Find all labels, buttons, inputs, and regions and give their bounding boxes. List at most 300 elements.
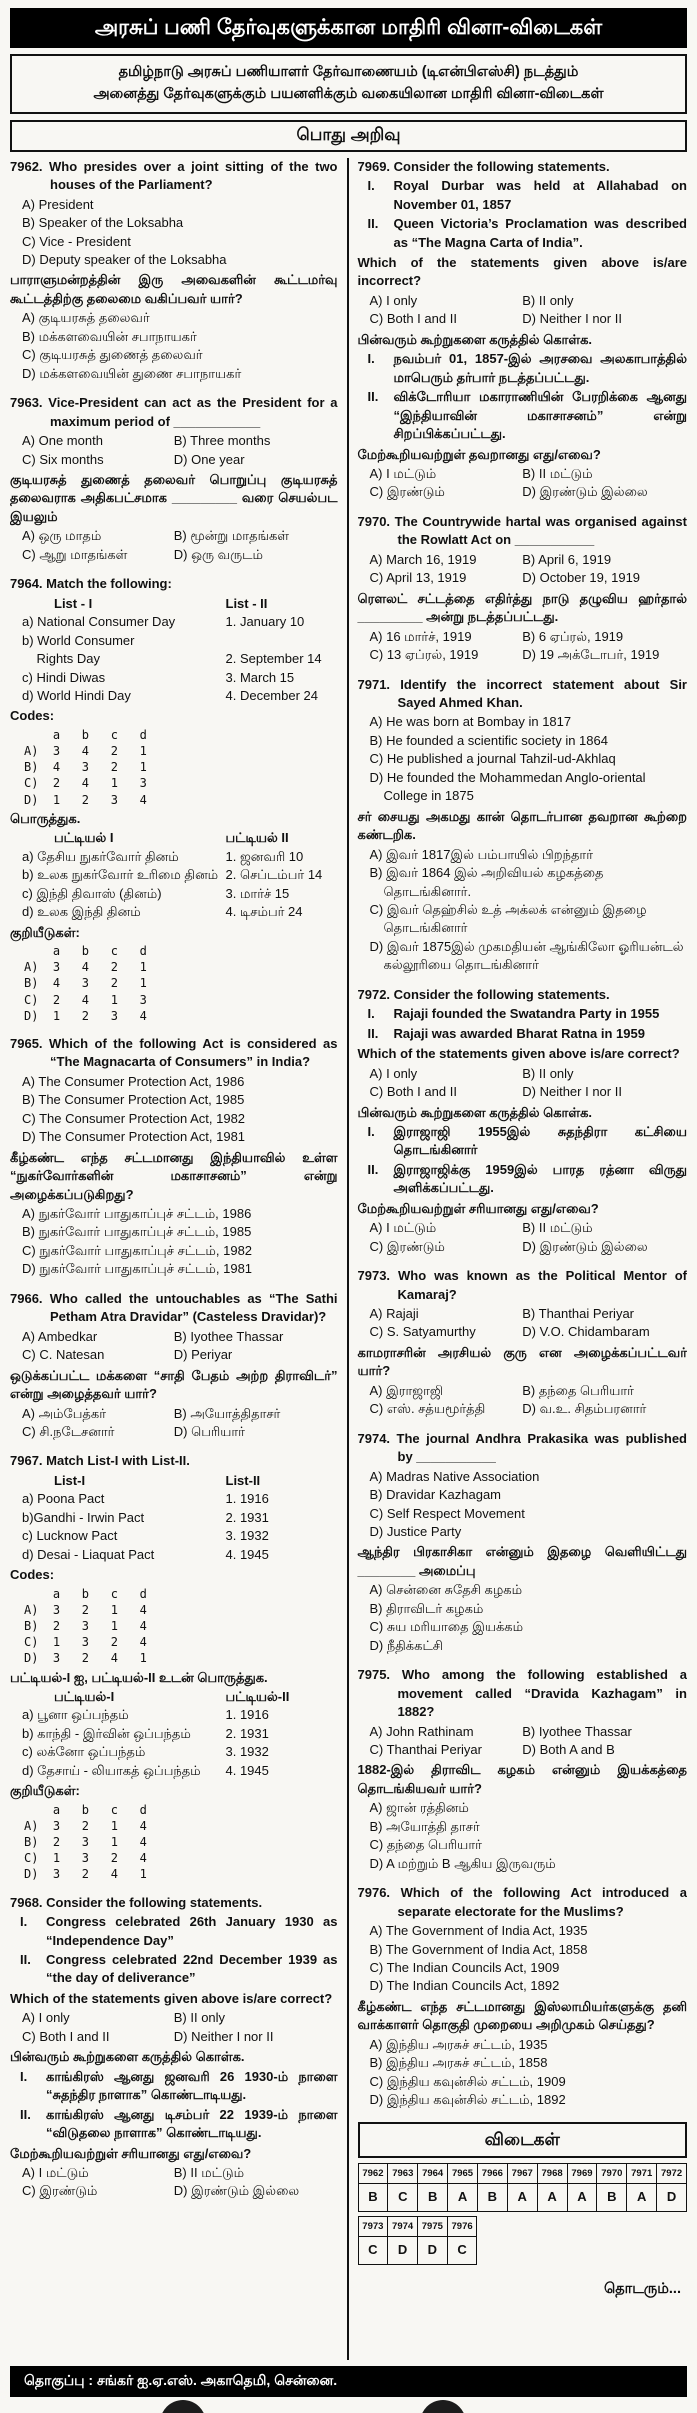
match-row [10,687,338,705]
question-subtext: பாராளுமன்றத்தின் இரு அவைகளின் கூட்டமர்வு கூட்டத்திற்கு தலைமை வகிப்பவர் யார்? [10,272,338,306]
statement [10,1913,338,1950]
left-column [10,158,349,2360]
statement [358,350,688,387]
option: A) ஒரு மாதம் [22,528,102,544]
question-subtext: குறியீடுகள்: [10,1783,80,1799]
option: B) மூன்று மாதங்கள் [173,528,289,544]
answer-qnum: 7964 [418,2163,448,2183]
options-list [10,1073,338,1147]
answer-value: B [477,2184,507,2211]
option: A) March 16, 1919 [369,551,477,567]
statement-numeral: II. [367,1025,379,1041]
answer-value: A [537,2184,567,2211]
option: A) இந்திய அரசுச் சட்டம், 1935 [369,2036,548,2052]
option: C) இரண்டும் [369,1238,445,1254]
match-left: b) காந்தி - இர்வின் ஒப்பந்தம் [22,1725,191,1741]
codes-table [10,943,338,1024]
option: C) Both I and II [22,2028,110,2044]
option: A) The Government of India Act, 1935 [369,1923,588,1939]
match-right: 3. 1932 [225,1744,269,1760]
question-subtext: பின்வரும் கூற்றுகளை கருத்தில் கொள்க. [357,331,593,347]
options-grid [358,292,688,329]
options-row [10,2164,338,2182]
subtitle-line1: தமிழ்நாடு அரசுப் பணியாளர் தேர்வாணையம் (டிஎன்பிஎஸ்சி) நடத்தும் [118,64,579,81]
option: B) 6 ஏப்ரல், 1919 [522,628,624,644]
match-list-header [10,1472,338,1490]
statement-text: காங்கிரஸ் ஆனது டிசம்பர் 22 1939-ம் நாளை “விடுதலை நாளாக” கொண்டாடியது. [46,2106,338,2141]
statement [358,1025,688,1043]
match-left: b)Gandhi - Irwin Pact [22,1509,145,1525]
question-subtext: ரெளலட் சட்டத்தை எதிர்த்து நாடு தழுவிய ஹர்தால் _________ அன்று நடத்தப்பட்டது. [357,590,687,625]
match-row [10,632,338,650]
option: C) S. Satyamurthy [369,1324,476,1340]
questions-right-column [358,158,688,2110]
statement-numeral: I. [20,2068,28,2084]
options-row [358,551,688,569]
answer-qnum: 7962 [358,2163,388,2183]
option: A) John Rathinam [369,1723,474,1739]
answer-qnum: 7976 [447,2216,477,2236]
question-subtext: பட்டியல்-I ஐ, பட்டியல்-II உடன் பொருத்துக. [10,1669,268,1685]
options-row [10,451,338,469]
answer-value: B [418,2184,448,2211]
question-7973 [358,1267,688,1419]
statement-numeral: II. [367,1161,379,1177]
options-row [358,1741,688,1759]
continued-note: தொடரும்... [603,2280,681,2297]
option: D) Deputy speaker of the Loksabha [22,252,227,268]
options-list [358,1922,688,1996]
statement-numeral: I. [367,1006,375,1022]
match-row [10,1762,338,1780]
page-title: அரசுப் பணி தேர்வுகளுக்கான மாதிரி வினா-விடைகள் [10,8,687,48]
option: A) I மட்டும் [22,2165,89,2181]
option: C) ஆறு மாதங்கள் [22,546,128,562]
options-row [358,1723,688,1741]
question-subtext: காமராசரின் அரசியல் குரு என அழைக்கப்பட்டவர் யார்? [357,1344,687,1379]
option: D) பெரியார் [173,1424,245,1439]
option: B) II மட்டும் [522,466,593,481]
option: C) 13 ஏப்ரல், 1919 [369,647,479,663]
options-grid [358,1382,688,1419]
answer-key [358,2122,688,2265]
option: A) இராஜாஜி [369,1382,444,1398]
match-right: பட்டியல்-II [225,1689,290,1705]
option: B) நுகர்வோர் பாதுகாப்புச் சட்டம், 1985 [22,1224,252,1240]
question-7972 [358,986,688,1256]
options-row [10,527,338,545]
content-columns [10,158,687,2360]
statement-numeral: I. [20,1914,28,1930]
statement [358,215,688,252]
option: C) Both I and II [369,1084,457,1100]
question-7970 [358,513,688,665]
option: B) The Consumer Protection Act, 1985 [22,1092,245,1108]
option: A) இவர் 1817இல் பம்பாயில் பிறந்தார் [369,846,594,862]
statement-text: Rajaji founded the Swatandra Party in 1955 [393,1006,660,1022]
options-row [10,1423,338,1441]
options-row [358,646,688,664]
statement [10,1951,338,1988]
option: A) Madras Native Association [369,1468,540,1484]
match-row [10,1527,338,1545]
match-left: a) தேசிய நுகர்வோர் தினம் [22,848,179,864]
statement [358,1123,688,1160]
options-list [10,196,338,270]
option: B) அயோத்திதாசர் [173,1405,281,1421]
answer-value: A [448,2184,478,2211]
option: A) 16 மார்ச், 1919 [369,628,472,644]
statement-numeral: II. [367,216,379,232]
option: A) I only [369,1065,418,1081]
question-subtext: 1882-இல் திராவிட கழகம் என்னும் இயக்கத்தை தொடங்கியவர் யார்? [357,1762,687,1796]
codes-line: B) 4 3 2 1 [24,976,147,991]
options-row [358,1219,688,1237]
statement-numeral: II. [367,389,379,405]
option: C) சி.நடேசனார் [22,1424,115,1439]
match-row [10,650,338,668]
questions-left-column [10,158,338,2201]
codes-line: A) 3 4 2 1 [24,744,147,759]
statement-text: இராஜாஜி 1955இல் சுதந்திரா கட்சியை தொடங்கினார் [393,1123,687,1158]
section-title: பொது அறிவு [10,120,687,152]
options-list [358,2036,688,2110]
codes-line: a b c d [24,944,147,958]
match-left: c) Lucknow Pact [22,1528,118,1544]
match-row [10,866,338,884]
question-7975 [358,1666,688,1873]
option: A) He was born at Bombay in 1817 [369,714,572,730]
statement [358,1005,688,1023]
option: D) The Indian Councils Act, 1892 [369,1978,560,1994]
options-row [10,1405,338,1423]
codes-line: C) 1 3 2 4 [24,1635,147,1650]
options-row [358,1323,688,1341]
answer-qnum: 7972 [657,2163,687,2183]
match-right: 4. December 24 [225,687,318,703]
match-left: d) Desai - Liaquat Pact [22,1546,155,1562]
codes-table [10,727,338,808]
match-right: 3. March 15 [225,669,295,685]
answer-value: C [388,2184,418,2211]
match-right [226,632,338,650]
option: D) V.O. Chidambaram [522,1324,650,1340]
codes-line: C) 2 4 1 3 [24,992,147,1007]
option: A) குடியரசுத் தலைவர் [22,310,150,326]
options-list [358,1799,688,1873]
answer-table-2 [358,2216,478,2265]
decorative-circle [160,2400,206,2413]
options-grid [358,1219,688,1256]
codes-table [10,1586,338,1667]
option: B) திராவிடர் கழகம் [369,1600,484,1616]
codes-line: C) 2 4 1 3 [24,776,147,791]
options-row [358,310,688,328]
bottom-decoration [10,2397,687,2413]
option: B) April 6, 1919 [522,551,612,567]
statement [10,2106,338,2143]
match-left: d) உலக இந்தி தினம் [22,904,141,920]
question-subtext: குறியீடுகள்: [10,924,80,940]
match-left: d) World Hindi Day [22,687,131,703]
match-left: c) லக்னோ ஒப்பந்தம் [22,1744,146,1760]
option: B) II மட்டும் [173,2165,245,2181]
option: C) தந்தை பெரியார் [369,1837,482,1853]
match-left: d) தேசாய் - லியாகத் ஒப்பந்தம் [22,1762,201,1778]
option: D) இரண்டும் இல்லை [522,1238,648,1254]
option: A) One month [22,433,103,449]
match-right: 3. 1932 [225,1528,269,1544]
answer-key-title: விடைகள் [358,2122,688,2158]
answer-value: D [657,2184,687,2211]
match-left: a) பூனா ஒப்பந்தம் [22,1707,129,1723]
options-row [358,1238,688,1256]
options-grid [358,1305,688,1342]
option: B) Speaker of the Loksabha [22,215,184,231]
match-right: 1. 1916 [225,1707,269,1723]
option: C) இவர் தெஹ்சில் உத் அக்லக் என்னும் இதழை தொடங்கினார் [369,901,647,936]
question-7976 [358,1884,688,2109]
option: B) Iyothee Thassar [173,1328,284,1344]
option: D) நுகர்வோர் பாதுகாப்புச் சட்டம், 1981 [22,1261,253,1277]
option: B) Iyothee Thassar [522,1723,632,1739]
option: C) Six months [22,451,104,467]
options-row [10,1328,338,1346]
option: B) II only [522,1065,574,1081]
option: D) One year [173,451,245,467]
credit-text: தொகுப்பு : சங்கர் ஐ.ஏ.எஸ். அகாதெமி, சென்னை. [24,2372,338,2388]
question-subtext: ஆந்திர பிரகாசிகா என்னும் இதழை வெளியிட்டது ________ அமைப்பு [357,1544,687,1578]
answer-qnum: 7971 [627,2163,657,2183]
option: B) Dravidar Kazhagam [369,1487,501,1503]
match-row [10,1725,338,1743]
options-grid [10,527,338,564]
codes-line: A) 3 2 1 4 [24,1602,147,1617]
answer-value: A [567,2184,597,2211]
question-subtext: பின்வரும் கூற்றுகளை கருத்தில் கொள்க. [10,2049,245,2065]
statement-text: விக்டோரியா மகாராணியின் பேரறிக்கை ஆனது “இந்தியாவின் மகாசாசனம்” என்று சிறப்பிக்கப்பட்டது. [393,389,687,442]
option: A) ஜான் ரத்தினம் [369,1800,469,1816]
question-text: 7971. Identify the incorrect statement about Sir Sayed Ahmed Khan. [357,676,687,710]
match-left: a) National Consumer Day [22,614,176,630]
subtitle-line2: அனைத்து தேர்வுகளுக்கும் பயனளிக்கும் வகையிலான மாதிரி வினா-விடைகள் [93,86,604,102]
option: C) C. Natesan [22,1347,105,1363]
answer-qnum: 7967 [507,2163,537,2183]
option: D) இவர் 1875இல் முகமதியன் ஆங்கிலோ ஓரியன்டல் கல்லூரியை தொடங்கினார் [369,938,684,973]
answer-qnum: 7965 [448,2163,478,2183]
match-right: 2. 1931 [225,1725,269,1741]
question-7971 [358,676,688,975]
match-list-header [10,595,338,613]
option: C) Thanthai Periyar [369,1742,482,1757]
option: D) மக்களவையின் துணை சபாநாயகர் [22,365,242,381]
question-text: 7973. Who was known as the Political Mentor of Kamaraj? [357,1268,687,1302]
codes-line: B) 2 3 1 4 [24,1619,147,1633]
option: A) I only [369,292,418,308]
options-row [10,546,338,564]
question-7962 [10,158,338,383]
statement-numeral: I. [367,351,375,367]
question-text: 7975. Who among the following established a movement called “Dravida Kazhagam” in 1882? [357,1667,687,1720]
statement-text: இராஜாஜிக்கு 1959இல் பாரத ரத்னா விருது அளிக்கப்பட்டது. [393,1161,687,1196]
option: C) He published a journal Tahzil-ud-Akhlaq [369,751,616,767]
options-row [10,2009,338,2027]
question-subtext: பொருத்துக. [10,810,81,826]
option: D) இரண்டும் இல்லை [522,484,648,500]
question-subtext: மேற்கூறியவற்றுள் தவறானது எது/எவை? [357,446,601,462]
option: C) குடியரசுத் துணைத் தலைவர் [22,347,203,363]
codes-line: D) 1 2 3 4 [24,1008,147,1023]
match-row [10,1509,338,1527]
options-row [358,1400,688,1418]
option: B) இந்திய அரசுச் சட்டம், 1858 [369,2055,548,2071]
option: C) Both I and II [369,311,457,327]
answer-value: C [358,2237,388,2264]
option: C) இரண்டும் [369,484,445,500]
statement-text: நவம்பர் 01, 1857-இல் அரசவை அலகாபாத்தில் மாபெரும் தர்பார் நடத்தப்பட்டது. [393,351,687,385]
match-right: 3. மார்ச் 15 [225,885,290,901]
match-left: List - I [54,595,93,611]
question-7965 [10,1035,338,1279]
option: A) Rajaji [369,1306,419,1322]
codes-line: A) 3 2 1 4 [24,1818,147,1833]
options-row [358,1083,688,1101]
statement-numeral: II. [20,1952,31,1968]
match-row [10,885,338,903]
match-row [10,669,338,687]
statement-numeral: II. [20,2106,31,2122]
question-text: 7968. Consider the following statements. [10,1894,263,1910]
option: B) Thanthai Periyar [522,1306,635,1322]
options-list [358,1581,688,1655]
match-right: 1. 1916 [225,1491,269,1507]
codes-line: D) 3 2 4 1 [24,1651,147,1666]
question-text: 7969. Consider the following statements. [357,158,610,174]
match-left: List-I [54,1472,86,1488]
option: B) II மட்டும் [522,1220,593,1236]
codes-line: D) 3 2 4 1 [24,1867,147,1882]
match-list [10,1490,338,1564]
match-left: b) உலக நுகர்வோர் உரிமை தினம் [22,867,219,883]
option: C) The Consumer Protection Act, 1982 [22,1110,246,1126]
question-text: 7965. Which of the following Act is considered as “The Magnacarta of Consumers” in India? [10,1035,338,1070]
option: C) இரண்டும் [22,2183,98,2199]
options-grid [10,2009,338,2046]
options-row [358,1382,688,1400]
options-list [358,713,688,805]
option: B) II only [522,292,574,308]
match-right: 4. டிசம்பர் 24 [225,904,303,920]
match-left: c) இந்தி திவாஸ் (தினம்) [22,885,162,901]
match-row [10,848,338,866]
options-grid [358,628,688,665]
codes-table [10,1802,338,1883]
options-list [10,1205,338,1279]
option: B) He founded a scientific society in 1864 [369,732,608,748]
question-subtext: Codes: [10,708,55,724]
options-list [10,309,338,383]
question-text: 7962. Who presides over a joint sitting of the two houses of the Parliament? [10,158,338,193]
match-right: List - II [225,595,268,611]
answer-qnum: 7970 [597,2163,627,2183]
match-left: c) Hindi Diwas [22,669,106,685]
match-list-header [10,829,338,847]
option: D) Neither I nor II [522,1084,622,1100]
decorative-circle [420,2400,466,2413]
question-7968 [10,1894,338,2201]
option: C) The Indian Councils Act, 1909 [369,1959,560,1975]
match-row [10,1490,338,1508]
option: A) Ambedkar [22,1328,98,1344]
match-row [10,1688,338,1706]
match-left: பட்டியல் I [54,830,114,846]
statement-text: காங்கிரஸ் ஆனது ஜனவரி 26 1930-ம் நாளை “சுதந்திர நாளாக” கொண்டாடியது. [46,2068,338,2103]
answer-value: D [388,2237,418,2264]
answer-qnum: 7968 [537,2163,567,2183]
statement [10,2068,338,2105]
option: C) இந்திய கவுன்சில் சட்டம், 1909 [369,2073,566,2089]
question-7963 [10,394,338,564]
options-grid [10,432,338,469]
match-row [10,829,338,847]
match-left: a) Poona Pact [22,1491,105,1507]
options-grid [10,1328,338,1365]
option: A) I மட்டும் [369,1220,437,1236]
options-grid [358,465,688,502]
match-right: List-II [225,1472,261,1488]
codes-line: C) 1 3 2 4 [24,1851,147,1866]
options-row [10,1346,338,1364]
question-text: 7976. Which of the following Act introduced a separate electorate for the Muslims? [357,1885,687,1919]
option: A) நுகர்வோர் பாதுகாப்புச் சட்டம், 1986 [22,1206,252,1222]
option: A) சென்னை சுதேசி கழகம் [369,1582,523,1598]
question-7964 [10,575,338,1024]
answer-qnum: 7963 [388,2163,418,2183]
question-text: 7963. Vice-President can act as the President for a maximum period of ____________ [10,395,338,429]
option: B) இவர் 1864 இல் அறிவியல் கழகத்தை தொடங்கினார். [369,865,604,899]
options-row [358,483,688,501]
match-right: பட்டியல் II [225,830,289,846]
option: A) I only [22,2010,70,2026]
match-right: 1. ஜனவரி 10 [225,848,304,864]
option: C) April 13, 1919 [369,570,467,586]
codes-line: D) 1 2 3 4 [24,792,147,807]
question-subtext: மேற்கூறியவற்றுள் சரியானது எது/எவை? [357,1200,599,1216]
statement-text: Congress celebrated 22nd December 1939 as “the day of deliverance” [46,1952,338,1986]
option: C) சுய மரியாதை இயக்கம் [369,1619,524,1635]
credit-bar [10,2366,687,2397]
options-row [358,628,688,646]
question-subtext: பின்வரும் கூற்றுகளை கருத்தில் கொள்க. [357,1104,593,1120]
answer-qnum: 7973 [358,2216,388,2236]
option: B) தந்தை பெரியார் [522,1382,634,1398]
answer-value: B [597,2184,627,2211]
statement-numeral: I. [367,178,375,194]
statement [358,177,688,214]
statement-text: Rajaji was awarded Bharat Ratna in 1959 [393,1025,645,1041]
option: A) President [22,196,94,212]
answer-value: A [627,2184,657,2211]
options-list [358,846,688,975]
options-row [10,2182,338,2200]
option: D) Neither I nor II [173,2028,274,2044]
question-7966 [10,1290,338,1442]
options-grid [10,1405,338,1442]
match-row [10,613,338,631]
codes-line: A) 3 4 2 1 [24,960,147,975]
option: D) The Consumer Protection Act, 1981 [22,1129,246,1145]
question-text: 7974. The journal Andhra Prakasika was published by ___________ [357,1430,687,1465]
